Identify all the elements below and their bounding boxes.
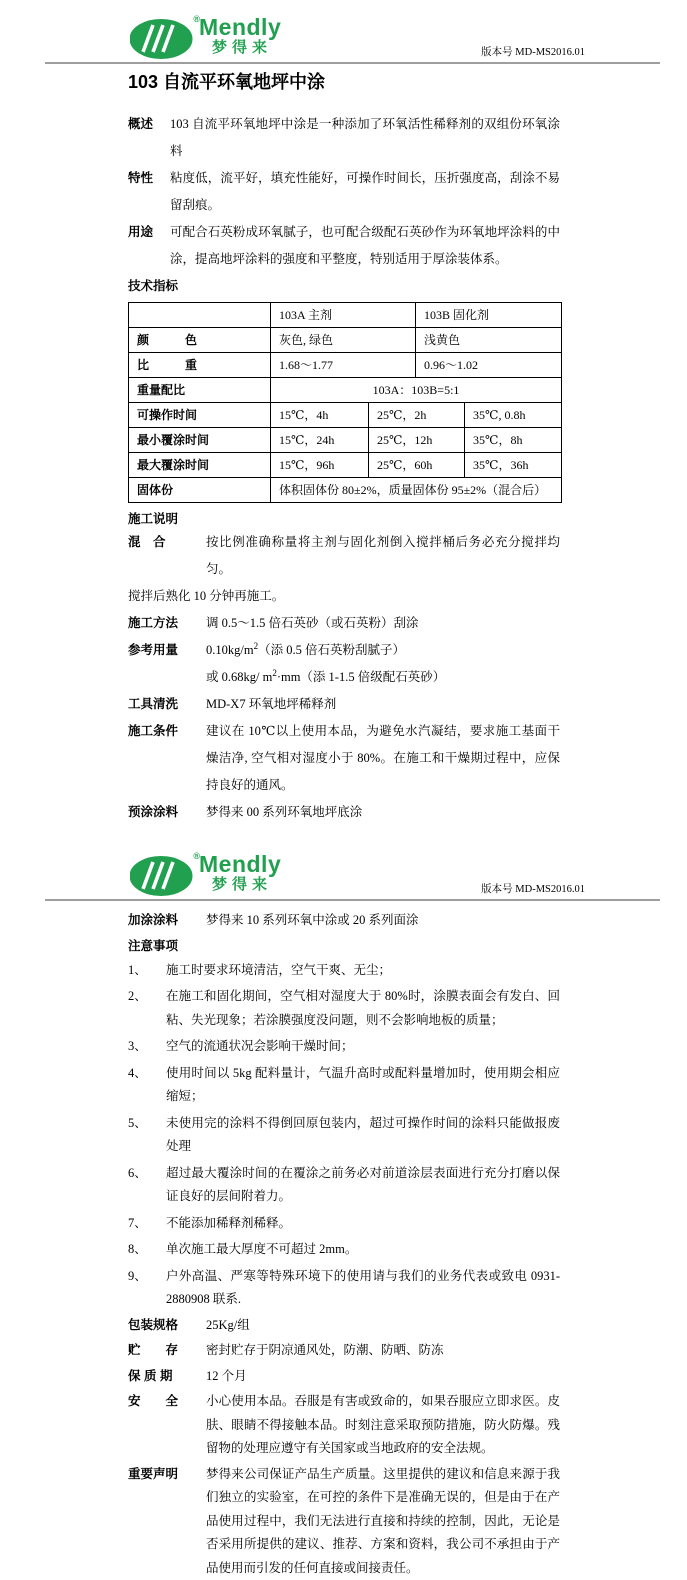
ratio-label: 重量配比 [129, 378, 271, 403]
page-title: 103 自流平环氧地坪中涂 [128, 70, 560, 94]
brand-text [199, 16, 281, 59]
solids-value: 体积固体份 80±2%，质量固体份 95±2%（混合后） [271, 478, 562, 503]
storage-label: 贮 存 [128, 1339, 206, 1363]
list-item-text: 不能添加稀释剂稀释。 [166, 1212, 560, 1236]
shelf-life-row [128, 1365, 560, 1389]
list-item [128, 959, 560, 983]
list-item-text: 在施工和固化期间，空气相对湿度大于 80%时，涂膜表面会有发白、回粘、失光现象；若涂膜强度没问题，则不会影响地板的质量； [166, 985, 560, 1032]
overview-text: 103 自流平环氧地坪中涂是一种添加了环氧活性稀释剂的双组份环氧涂料 [170, 111, 560, 165]
usage-label: 用途 [128, 219, 170, 273]
page-2 [0, 852, 687, 1580]
gravity-b: 0.96～1.02 [416, 353, 562, 378]
list-item-number: 5、 [128, 1112, 166, 1159]
primer-row [128, 799, 560, 826]
list-item [128, 1062, 560, 1109]
list-item-text: 空气的流通状况会影响干燥时间； [166, 1035, 560, 1059]
mixing-label: 混 合 [128, 529, 206, 583]
dosage-line1-pre: 0.10kg/m [206, 643, 254, 657]
page-1 [0, 15, 687, 826]
potlife-15c: 15℃，4h [271, 403, 369, 428]
min-recoat-label: 最小覆涂时间 [129, 428, 271, 453]
dosage-row [128, 637, 560, 691]
list-item-text: 超过最大覆涂时间的在覆涂之前务必对前道涂层表面进行充分打磨以保证良好的层间附着力。 [166, 1162, 560, 1209]
list-item-number: 8、 [128, 1238, 166, 1262]
mendly-logo-mark [130, 15, 196, 59]
dosage-line1-sup: 2 [254, 641, 259, 651]
safety-label: 安 全 [128, 1390, 206, 1461]
table-row-color [129, 328, 562, 353]
topcoat-text: 梦得来 10 系列环氧中涂或 20 系列面涂 [206, 909, 560, 933]
overview-label: 概述 [128, 111, 170, 165]
brand-name-en: Mendly [199, 853, 281, 876]
overview-row [128, 111, 560, 165]
table-row-min-recoat [129, 428, 562, 453]
dosage-line2-sup: 2 [272, 668, 277, 678]
method-row [128, 610, 560, 637]
usage-row [128, 219, 560, 273]
header-divider [45, 899, 660, 901]
mendly-logo [130, 15, 281, 59]
color-label: 颜 色 [129, 328, 271, 353]
list-item-text: 未使用完的涂料不得倒回原包装内，超过可操作时间的涂料只能做报废处理 [166, 1112, 560, 1159]
storage-row [128, 1339, 560, 1363]
tech-indicators-table [128, 302, 562, 503]
list-item [128, 1035, 560, 1059]
list-item [128, 1112, 560, 1159]
tech-indicators-heading: 技术指标 [128, 273, 560, 296]
dosage-text [206, 637, 560, 691]
gravity-label: 比 重 [129, 353, 271, 378]
mixing-text-2: 搅拌后熟化 10 分钟再施工。 [128, 583, 560, 610]
table-row-ratio [129, 378, 562, 403]
mixing-row [128, 529, 560, 583]
table-col-103a: 103A 主剂 [271, 303, 416, 328]
dosage-line2-post: ·mm（添 1-1.5 倍级配石英砂） [277, 670, 445, 684]
logo-ellipse-icon [130, 852, 196, 896]
method-text: 调 0.5～1.5 倍石英砂（或石英粉）刮涂 [206, 610, 560, 637]
min-recoat-15c: 15℃，24h [271, 428, 369, 453]
table-row-max-recoat [129, 453, 562, 478]
packing-row [128, 1314, 560, 1338]
max-recoat-35c: 35℃，36h [465, 453, 562, 478]
cleaning-row [128, 691, 560, 718]
ratio-value: 103A：103B=5:1 [271, 378, 562, 403]
shelf-life-label: 保 质 期 [128, 1365, 206, 1389]
list-item [128, 1265, 560, 1312]
brand-name-en: Mendly [199, 16, 281, 39]
mendly-logo [130, 852, 281, 896]
version-number: 版本号 MD-MS2016.01 [481, 881, 585, 896]
primer-text: 梦得来 00 系列环氧地坪底涂 [206, 799, 560, 826]
list-item [128, 1212, 560, 1236]
notes-heading: 注意事项 [128, 933, 560, 956]
page-header [0, 15, 687, 62]
shelf-life-text: 12 个月 [206, 1365, 560, 1389]
page-header [0, 852, 687, 899]
features-text: 粘度低，流平好，填充性能好，可操作时间长，压折强度高，刮涂不易留刮痕。 [170, 165, 560, 219]
primer-label: 预涂涂料 [128, 799, 206, 826]
brand-name-cn: 梦得来 [212, 39, 281, 56]
list-item-number: 9、 [128, 1265, 166, 1312]
statement-row [128, 1463, 560, 1580]
max-recoat-15c: 15℃，96h [271, 453, 369, 478]
cleaning-text: MD-X7 环氧地坪稀释剂 [206, 691, 560, 718]
potlife-25c: 25℃，2h [369, 403, 465, 428]
safety-row [128, 1390, 560, 1461]
color-b: 浅黄色 [416, 328, 562, 353]
list-item-number: 1、 [128, 959, 166, 983]
list-item [128, 985, 560, 1032]
packing-text: 25Kg/组 [206, 1314, 560, 1338]
registered-trademark-icon: ® [193, 14, 200, 24]
statement-text: 梦得来公司保证产品生产质量。这里提供的建议和信息来源于我们独立的实验室，在可控的条件下是准确无误的，但是由于在产品使用过程中，我们无法进行直接和持续的控制，因此，无论是否采用所提供的建议、推荐、方案和资料，我公司不承担由于产品使用而引发的任何直接或间接责任。 [206, 1463, 560, 1580]
version-number: 版本号 MD-MS2016.01 [481, 44, 585, 59]
storage-text: 密封贮存于阴凉通风处，防潮、防晒、防冻 [206, 1339, 560, 1363]
construction-heading: 施工说明 [128, 506, 560, 529]
list-item-number: 3、 [128, 1035, 166, 1059]
gravity-a: 1.68～1.77 [271, 353, 416, 378]
list-item-text: 使用时间以 5kg 配料量计，气温升高时或配料量增加时，使用期会相应缩短； [166, 1062, 560, 1109]
table-row-gravity [129, 353, 562, 378]
packing-label: 包装规格 [128, 1314, 206, 1338]
mendly-logo-mark [130, 852, 196, 896]
safety-text: 小心使用本品。吞服是有害或致命的，如果吞服应立即求医。皮肤、眼睛不得接触本品。时刻注意采取预防措施，防火防爆。残留物的处理应遵守有关国家或当地政府的安全法规。 [206, 1390, 560, 1461]
list-item [128, 1162, 560, 1209]
topcoat-row [128, 909, 560, 933]
registered-trademark-icon: ® [193, 851, 200, 861]
dosage-line1-post: （添 0.5 倍石英粉刮腻子） [258, 643, 405, 657]
conditions-text: 建议在 10℃以上使用本品，为避免水汽凝结，要求施工基面干燥洁净, 空气相对湿度小于 80%。在施工和干燥期过程中，应保持良好的通风。 [206, 718, 560, 799]
usage-text: 可配合石英粉成环氧腻子，也可配合级配石英砂作为环氧地坪涂料的中涂，提高地坪涂料的强度和平整度，特别适用于厚涂装体系。 [170, 219, 560, 273]
page1-content [128, 111, 560, 826]
color-a: 灰色, 绿色 [271, 328, 416, 353]
method-label: 施工方法 [128, 610, 206, 637]
header-divider [45, 62, 660, 64]
brand-name-cn: 梦得来 [212, 876, 281, 893]
min-recoat-35c: 35℃，8h [465, 428, 562, 453]
page2-content [128, 909, 560, 1580]
max-recoat-25c: 25℃，60h [369, 453, 465, 478]
mixing-text: 按比例准确称量将主剂与固化剂倒入搅拌桶后务必充分搅拌均匀。 [206, 529, 560, 583]
statement-label: 重要声明 [128, 1463, 206, 1580]
brand-text [199, 853, 281, 896]
list-item-number: 6、 [128, 1162, 166, 1209]
cleaning-label: 工具清洗 [128, 691, 206, 718]
list-item-number: 2、 [128, 985, 166, 1032]
list-item-text: 户外高温、严寒等特殊环境下的使用请与我们的业务代表或致电 0931-2880908 联系. [166, 1265, 560, 1312]
table-row-potlife [129, 403, 562, 428]
list-item-number: 7、 [128, 1212, 166, 1236]
max-recoat-label: 最大覆涂时间 [129, 453, 271, 478]
topcoat-label: 加涂涂料 [128, 909, 206, 933]
features-label: 特性 [128, 165, 170, 219]
logo-ellipse-icon [130, 15, 196, 59]
conditions-row [128, 718, 560, 799]
conditions-label: 施工条件 [128, 718, 206, 799]
solids-label: 固体份 [129, 478, 271, 503]
table-cell-empty [129, 303, 271, 328]
dosage-line2-pre: 或 0.68kg/ m [206, 670, 272, 684]
list-item-text: 施工时要求环境清洁，空气干爽、无尘； [166, 959, 560, 983]
features-row [128, 165, 560, 219]
min-recoat-25c: 25℃，12h [369, 428, 465, 453]
table-row-header [129, 303, 562, 328]
potlife-label: 可操作时间 [129, 403, 271, 428]
list-item-text: 单次施工最大厚度不可超过 2mm。 [166, 1238, 560, 1262]
table-col-103b: 103B 固化剂 [416, 303, 562, 328]
potlife-35c: 35℃, 0.8h [465, 403, 562, 428]
dosage-label: 参考用量 [128, 637, 206, 691]
list-item [128, 1238, 560, 1262]
table-row-solids [129, 478, 562, 503]
list-item-number: 4、 [128, 1062, 166, 1109]
